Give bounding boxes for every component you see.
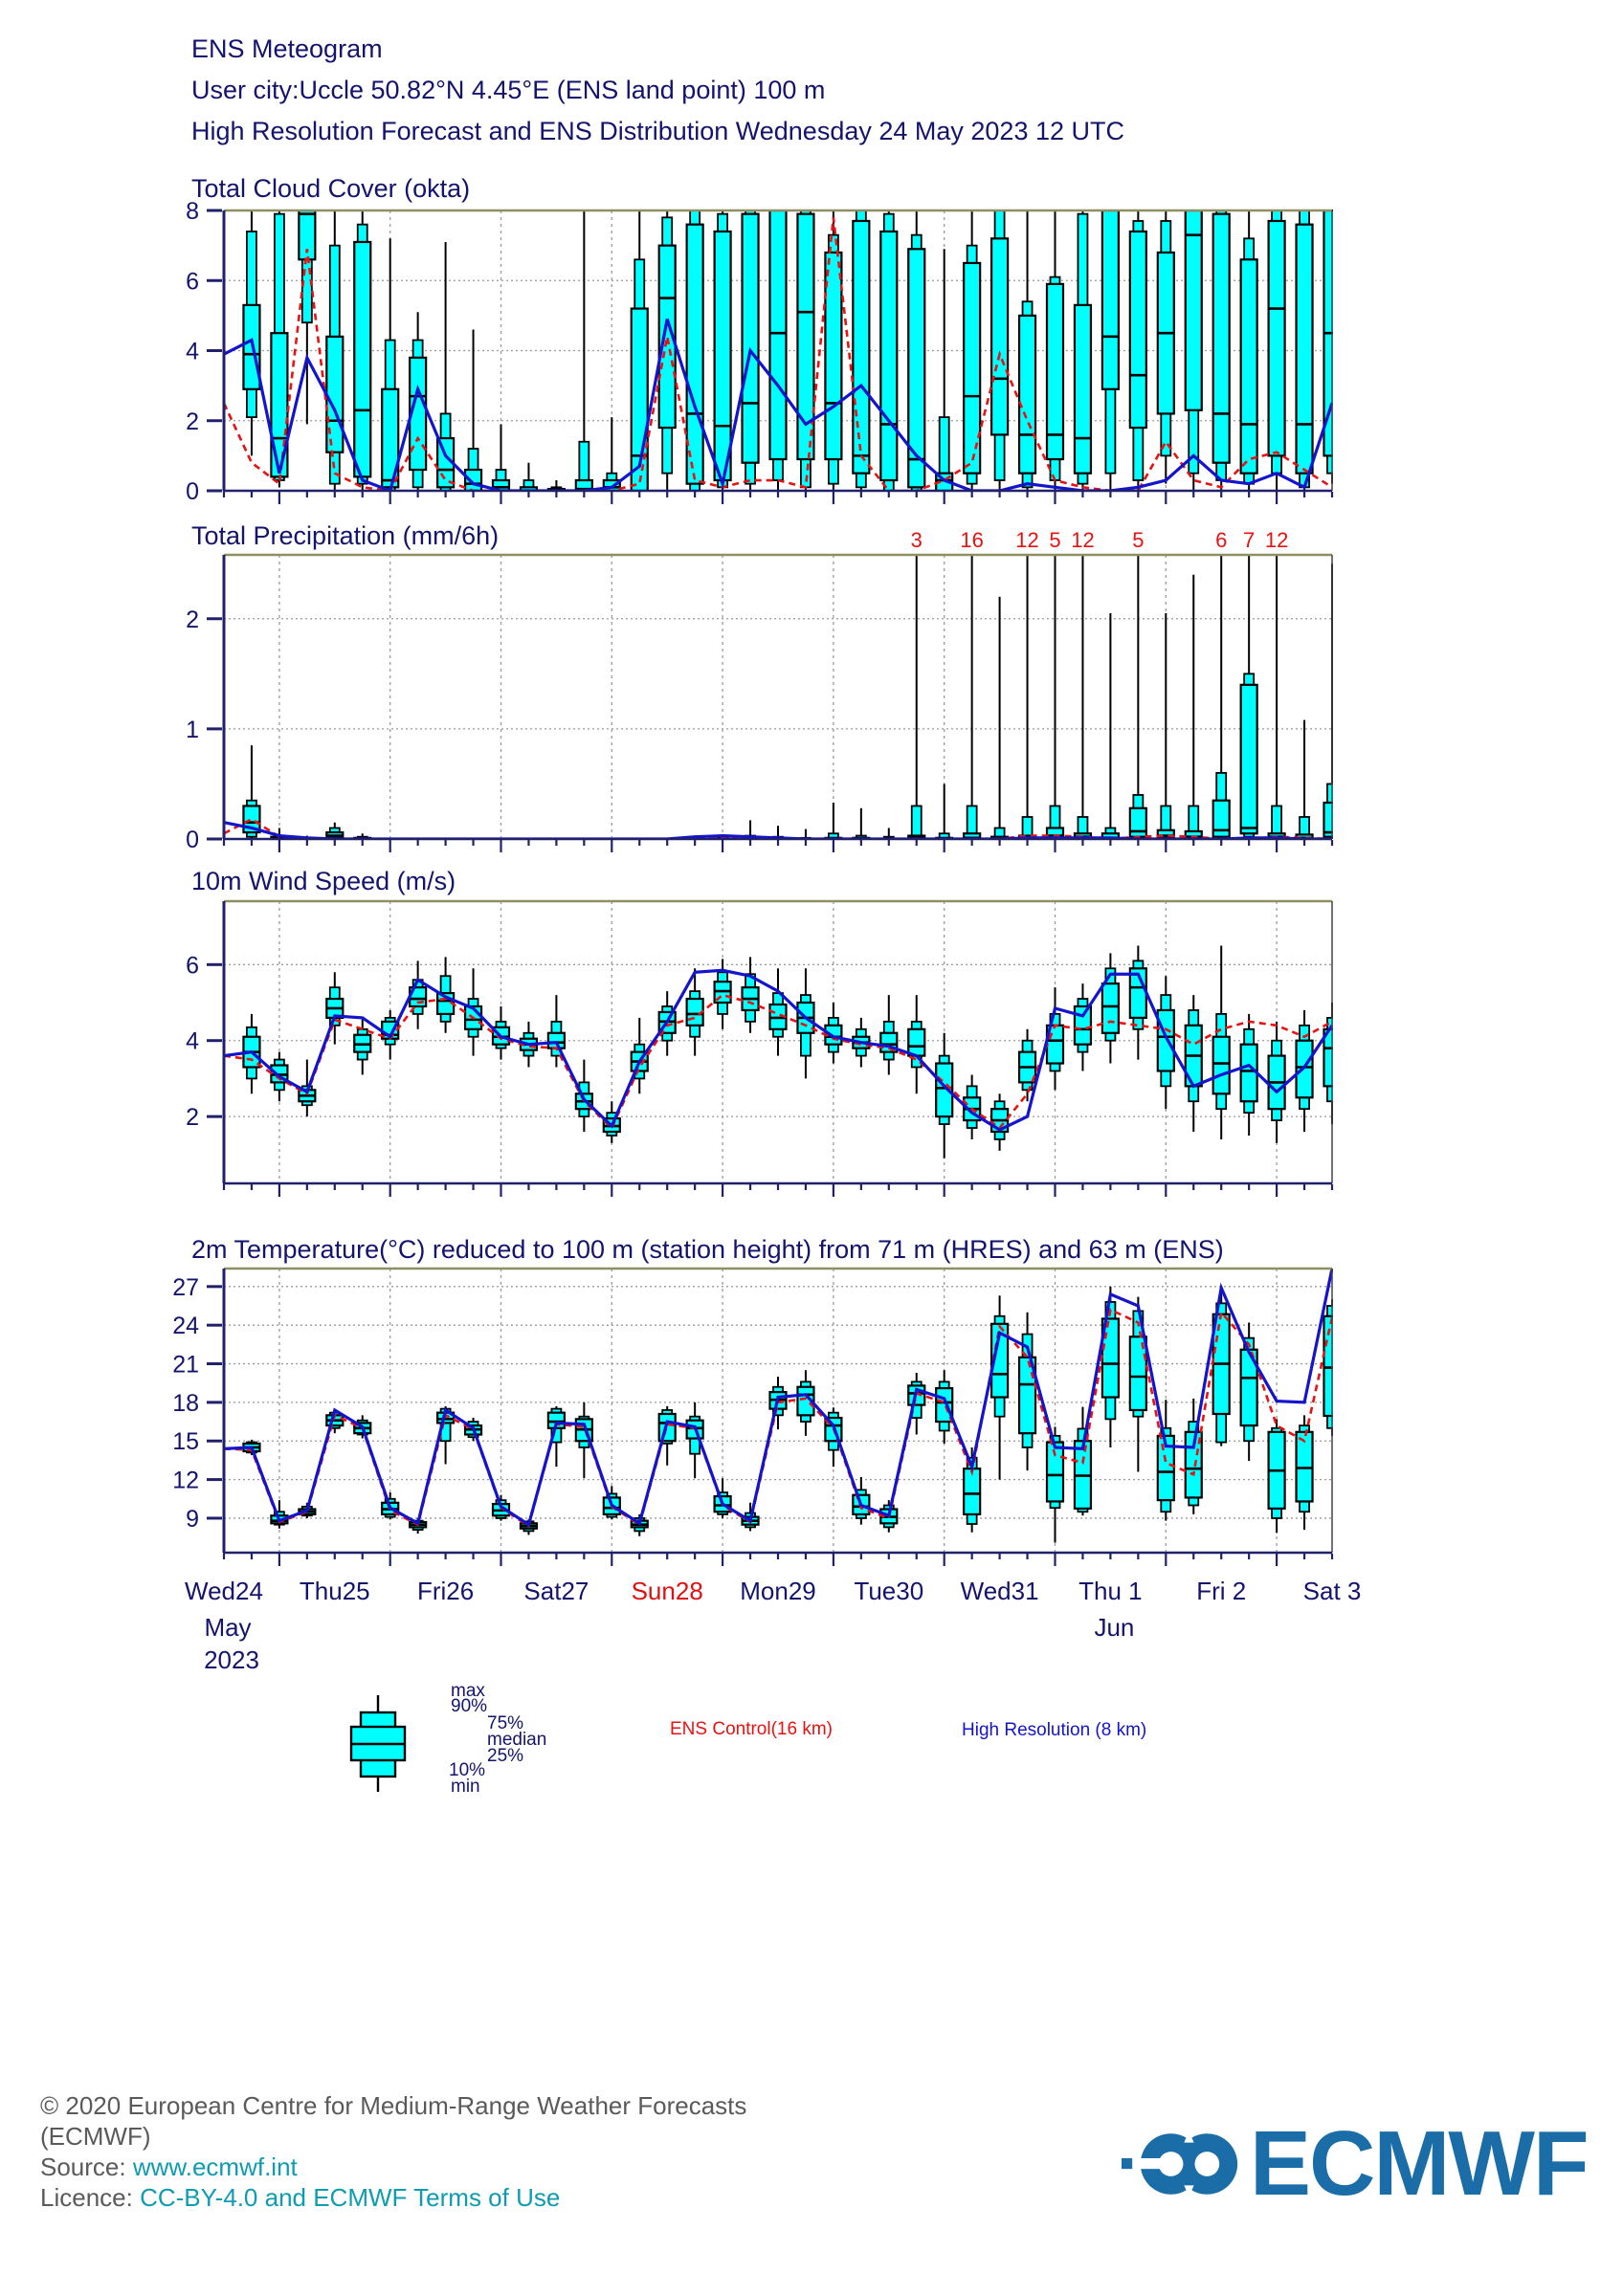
- temp-panel: [172, 1269, 1340, 1566]
- licence-line: [40, 2183, 560, 2213]
- svg-text:27: 27: [172, 1273, 199, 1301]
- cloud-panel: [186, 198, 1340, 505]
- svg-text:Wed24: Wed24: [185, 1577, 263, 1605]
- svg-text:Thu 1: Thu 1: [1078, 1577, 1143, 1605]
- legend-label-75: 75%: [487, 1713, 524, 1733]
- legend-label-median: median: [487, 1730, 547, 1750]
- x-axis-labels: [185, 1577, 1361, 1674]
- licence-label: Licence:: [40, 2183, 141, 2212]
- licence-link[interactable]: CC-BY-4.0 and ECMWF Terms of Use: [140, 2183, 561, 2212]
- svg-text:18: 18: [172, 1389, 199, 1417]
- svg-text:12: 12: [1015, 528, 1039, 552]
- precip-boxes: [243, 555, 1340, 840]
- legend-label-25: 25%: [487, 1746, 524, 1766]
- svg-text:0: 0: [186, 478, 199, 505]
- svg-text:9: 9: [186, 1505, 199, 1533]
- svg-text:0: 0: [186, 827, 199, 853]
- svg-text:Sat 3: Sat 3: [1302, 1577, 1362, 1605]
- svg-text:3: 3: [910, 528, 923, 552]
- source-link[interactable]: www.ecmwf.int: [132, 2152, 298, 2181]
- legend-high-resolution: High Resolution (8 km): [962, 1720, 1147, 1740]
- temp-panel-title: 2m Temperature(°C) reduced to 100 m (station height) from 71 m (HRES) and 63 m (ENS): [191, 1235, 1224, 1264]
- svg-text:2023: 2023: [204, 1645, 259, 1674]
- wind-panel: [186, 901, 1340, 1197]
- ecmwf-logo: [1122, 2112, 1588, 2215]
- page-title: ENS Meteogram: [191, 34, 383, 63]
- temp-boxes: [243, 1287, 1340, 1543]
- svg-text:15: 15: [172, 1428, 199, 1456]
- svg-text:2: 2: [186, 408, 199, 435]
- legend-label-min: min: [451, 1777, 480, 1797]
- svg-text:Wed31: Wed31: [960, 1577, 1039, 1605]
- source-line: [40, 2152, 298, 2182]
- legend-label-max: max: [451, 1681, 485, 1701]
- svg-text:Mon29: Mon29: [740, 1577, 816, 1605]
- svg-text:8: 8: [186, 198, 199, 225]
- svg-text:Fri 2: Fri 2: [1196, 1577, 1247, 1605]
- source-label: Source:: [40, 2152, 133, 2181]
- svg-text:6: 6: [186, 952, 199, 980]
- svg-text:6: 6: [1215, 528, 1228, 552]
- legend-ens-control: ENS Control(16 km): [670, 1719, 833, 1739]
- svg-text:Sat27: Sat27: [523, 1577, 589, 1605]
- svg-text:May: May: [204, 1613, 252, 1642]
- svg-text:24: 24: [172, 1313, 199, 1340]
- svg-text:Fri26: Fri26: [416, 1577, 475, 1605]
- ecmwf-emblem-icon: [1122, 2116, 1238, 2212]
- svg-text:Jun: Jun: [1094, 1613, 1135, 1642]
- svg-text:Tue30: Tue30: [854, 1577, 924, 1605]
- svg-text:12: 12: [172, 1467, 199, 1494]
- precip-panel: [186, 528, 1340, 853]
- location-subtitle: User city:Uccle 50.82°N 4.45°E (ENS land point) 100 m: [191, 76, 826, 104]
- copyright-line2: (ECMWF): [40, 2122, 151, 2151]
- wind-panel-title: 10m Wind Speed (m/s): [191, 867, 456, 895]
- svg-text:4: 4: [186, 1027, 199, 1055]
- svg-text:16: 16: [960, 528, 984, 552]
- svg-text:1: 1: [186, 716, 199, 743]
- svg-text:Sun28: Sun28: [631, 1577, 703, 1605]
- copyright-line1: © 2020 European Centre for Medium-Range Weather Forecasts: [40, 2091, 747, 2120]
- svg-text:6: 6: [186, 268, 199, 296]
- precip-panel-title: Total Precipitation (mm/6h): [191, 521, 500, 550]
- svg-text:2: 2: [186, 606, 199, 633]
- cloud-boxes: [243, 210, 1340, 491]
- svg-text:7: 7: [1243, 528, 1256, 552]
- legend-label-10: 10%: [449, 1760, 486, 1780]
- svg-text:5: 5: [1049, 528, 1061, 552]
- svg-text:5: 5: [1132, 528, 1145, 552]
- svg-text:12: 12: [1264, 528, 1289, 552]
- svg-text:12: 12: [1071, 528, 1095, 552]
- ecmwf-logo-text: ECMWF: [1250, 2112, 1588, 2215]
- box-whisker-legend-icon: [345, 1689, 413, 1801]
- svg-text:21: 21: [172, 1351, 199, 1379]
- cloud-panel-title: Total Cloud Cover (okta): [191, 174, 471, 203]
- forecast-subtitle: High Resolution Forecast and ENS Distribution Wednesday 24 May 2023 12 UTC: [191, 117, 1124, 145]
- legend-label-90: 90%: [451, 1696, 488, 1716]
- svg-text:Thu25: Thu25: [299, 1577, 370, 1605]
- svg-text:2: 2: [186, 1104, 199, 1132]
- svg-text:4: 4: [186, 338, 199, 365]
